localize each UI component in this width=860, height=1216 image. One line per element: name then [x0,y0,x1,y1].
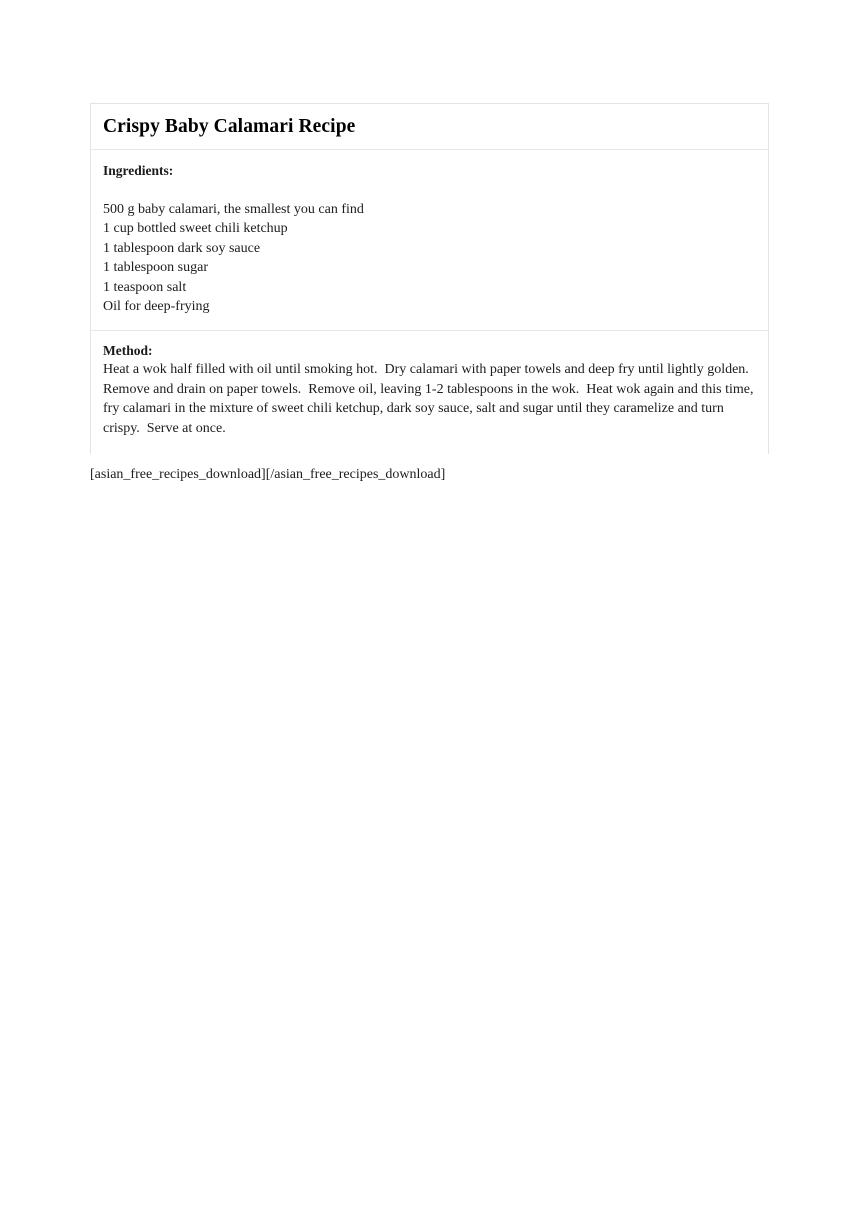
list-item: 1 teaspoon salt [103,279,187,295]
method-section [91,330,768,455]
recipe-card [90,103,769,454]
list-item: 500 g baby calamari, the smallest you can find [103,201,364,217]
list-item: 1 tablespoon dark soy sauce [103,240,261,256]
page-title: Crispy Baby Calamari Recipe [103,115,356,137]
method-body-text: Heat a wok half filled with oil until smoking hot. Dry calamari with paper towels and deep fry until lightly golden. Remove and drain on paper towels. Remove oil, leaving 1-2 tablespoons in the wok. Heat wok again and this time, fry calamari in the mixture of sweet chili ketchup, dark soy sauce, salt and sugar until they caramelize and turn crispy. Serve at once. [103,362,757,436]
ingredients-section [91,149,768,330]
recipe-title-row [91,104,768,149]
list-item: 1 cup bottled sweet chili ketchup [103,221,288,236]
ingredients-spacer [103,181,756,200]
ingredients-list [103,200,756,317]
list-item: Oil for deep-frying [103,299,210,314]
ingredients-heading: Ingredients: [103,163,174,178]
method-heading: Method: [103,342,153,358]
list-item: 1 tablespoon sugar [103,260,208,275]
shortcode-footer-text: [asian_free_recipes_download][/asian_free_recipes_download] [90,467,446,482]
